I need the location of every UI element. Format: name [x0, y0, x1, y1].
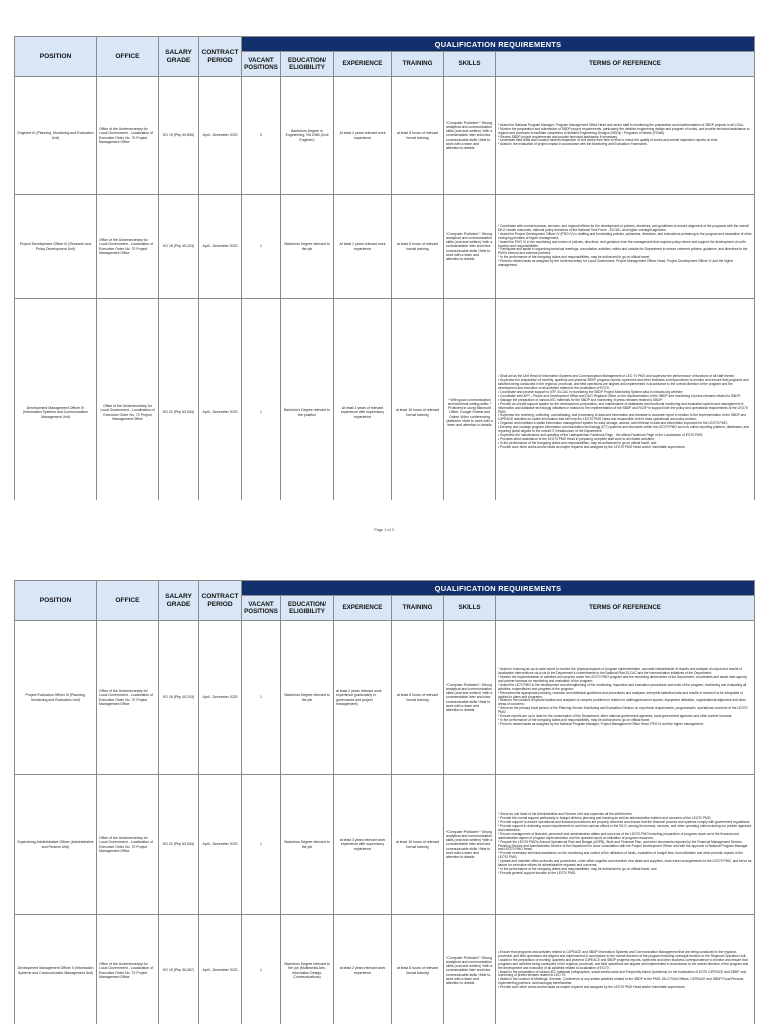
header-office: OFFICE — [97, 37, 159, 77]
cell-salary-grade: SG 22 (Php 63,063) — [159, 299, 199, 501]
cell-vacant-positions: 1 — [242, 915, 281, 1024]
header-terms-of-reference: TERMS OF REFERENCE — [496, 52, 755, 77]
cell-position: Project Evaluation Officer III (Planning, Monitoring and Evaluation Unit) — [15, 621, 97, 775]
header-vacant-positions: VACANT POSITIONS — [242, 52, 281, 77]
cell-office: Office of the Undersecretary for Local Government - Localization of Executive Order No. 70 Project Management Office — [97, 915, 159, 1024]
cell-office: Office of the Undersecretary for Local Government - Localization of Executive Order No. 70 Project Management Office — [97, 299, 159, 501]
cell-skills: *Computer Proficient * Strong analytical and communication skills (oral and written) *with a commendable inter and intra communicable skills *Able to work with a team and attention to details — [444, 775, 496, 915]
header-training: TRAINING — [392, 596, 444, 621]
cell-education: Bachelors Degree relevant to the job — [281, 775, 334, 915]
header-terms-of-reference: TERMS OF REFERENCE — [496, 596, 755, 621]
cell-training: at least 8 hours of relevant formal training — [392, 915, 444, 1024]
cell-salary-grade: SG 19 (Php 49,835) — [159, 77, 199, 195]
cell-terms-of-reference: • Shall act as the Unit Head of Information Systems and Communication Management of LEO 70 PMO and supervise the performance of functions of all staff therein; • Supervise the preparation of monthly, quarterly and yearend SBDP progress reports, speeches and other business correspondence to monitor and ensure that programs and activities being conducted in the regional, provincial, and field operations are aligned and implemented in accordance to the overall direction of the program and the development and execution of all activities related to the localization of EO70; • Coordinate and provide support to NTF-ELCAC in monitoring the SBDP Project Monitoring System data in infocast.org website; • Coordinate with AFP – Peace and Development Office and DILG Regional Office on the implementation of the SBDP and monitoring of press releases related to SBDP; • Manage the preparation of various IEC materials for the SBDP and monitoring of press releases related to SBDP; • Provide an overall support system for the development, preparation, and maintenance of databases and functional monitoring and evaluation system and management of information and database technology initiatives in relation to the implementation of the SBDP and RCSP in support both the policy and operational requirements of the LEO70 PMO; • Supervise the receiving, collecting, consolidating, and processing of data and information and translate to accurate report in relation to the implementation of the SBDP and C4PEACE activities for useful information that will help the LEO70 PMO Head and responsible Unit to draw operational and policy actions; • Organize and maintain a stable information management system for easy storage, access, and retrieval of data and information important for the LEO70 PMO; • Develop and manage program information communication technology (ICT) systems and structures within the LEO70 PMO such as online reporting platform, databases, and reporting portal aligned to the overall IT infrastructure of the Department; • Supervise the maintenance and updating of the Lakbayanihan Facebook Page - the official Facebook Page of the Localization of EO70 PMO; • Provides direct assistance to the LEO70 PMO Head in preparing complete staff work to all related activities; • In the performance of the foregoing duties and responsibilities, may be authorized to go on official travel; and • Provide such other works and/or tasks as maybe required and assigned by the LEO70 PMO Head and/or immediate supervisors. — [496, 299, 755, 501]
cell-vacant-positions: 3 — [242, 77, 281, 195]
cell-education: Bachelors Degree relevant to the job — [281, 195, 334, 299]
cell-salary-grade: SG 22 (Php 63,063) — [159, 775, 199, 915]
header-experience: EXPERIENCE — [334, 596, 392, 621]
header-education: EDUCATION/ ELIGIBILITY — [281, 596, 334, 621]
cell-salary-grade: SG 18 (Php 45,203) — [159, 621, 199, 775]
cell-terms-of-reference: * Serve as unit head of the Administrative and Finance Unit and supervise all the staff therein; * Provide the overall support particularly in budget delivery planning and tracking as well as administrative matters and concerns of the LEO70 PMO; * Provide support to ensure operational and financial procedures are properly observed and ensure that the financial process and systems comply with government regulations; * Provide support in delivering report requirements to and from various offices in the DILG, among its bureaus, services, and other operating units including our partner agencies and institutions; * Ensure management of financial, personnel and administrative affairs and concerns of the LEO70 PMO including preparation of progress report as to the financial and administrative aspect of program implementation and the updated report on utilization of program resources; * Prepare the LEO70 PMO's Annual Operational Plan and Budget (AOPB), Work and Financial Plan, and other documents required by the Financial Management Service, Planning Service and Administrative Service of the Department in close consultation with the Project Development Officer and with the approval of National Program Manager and LEO70 PMO Head; * Provide necessary technical assistance on the monitoring and control of the utilization of funds, evaluation of budget flow, fund utilization and other periodic reports of the LEO70 PMO; * Update and maintain office protocols and procedures, order office supplies and research new deals and suppliers, book travel arrangements for the LEO70 PMO, and serve as liaison for executive offices for administrative requests and concerns; * In the performance of the foregoing duties and responsibilities, may be authorized to go on official travel; and * Provide general support function to the LEO70 PMO. — [496, 775, 755, 915]
header-contract-period: CONTRACT PERIOD — [199, 581, 242, 621]
table-row — [15, 77, 755, 195]
cell-office: Office of the Undersecretary for Local Government - Localization of Executive Order No. 70 Project Management Office — [97, 775, 159, 915]
page-footer — [0, 500, 768, 560]
cell-skills: *Computer Proficient * Strong analytical and communication skills (oral and written) *with a commendable inter and intra communicable skills *Able to work with a team and attention to details — [444, 915, 496, 1024]
cell-contract-period: April - December 2023 — [199, 195, 242, 299]
header-qualification-requirements: QUALIFICATION REQUIREMENTS — [242, 581, 755, 596]
cell-skills: *Computer Proficient * Strong analytical and communication skills (oral and written) *with a commendable inter and intra communicable skills *Able to work with a team and attention to details — [444, 195, 496, 299]
header-position: POSITION — [15, 37, 97, 77]
header-office: OFFICE — [97, 581, 159, 621]
table-row — [15, 621, 755, 775]
cell-position: Development Management Officer IV (Information Systems and Communication Management Unit) — [15, 299, 97, 501]
header-salary-grade: SALARY GRADE — [159, 37, 199, 77]
cell-education: Bachelors Degree relevant to the job (Multimedia Arts, Information Design, Communications) — [281, 915, 334, 1024]
table-row — [15, 775, 755, 915]
cell-experience: At least 3 years of relevant experience with supervisory experience — [334, 299, 392, 501]
cell-experience: at least 2 years relevant work experience (particularly in governance and project management) — [334, 621, 392, 775]
cell-contract-period: April - December 2023 — [199, 775, 242, 915]
cell-position: Development Management Officer II (Information Systems and Communication Management Unit) — [15, 915, 97, 1024]
cell-position: Project Development Officer III (Research and Policy Development Unit) — [15, 195, 97, 299]
cell-contract-period: April - December 2023 — [199, 621, 242, 775]
header-vacant-positions: VACANT POSITIONS — [242, 596, 281, 621]
table-row — [15, 299, 755, 501]
cell-office: Office of the Undersecretary for Local Government - Localization of Executive Order No. 70 Project Management Office — [97, 621, 159, 775]
cell-education: Bachelors Degree in Engineering, RA 1080 (Civil Engineer) — [281, 77, 334, 195]
table-row — [15, 195, 755, 299]
header-skills: SKILLS — [444, 596, 496, 621]
header-qualification-requirements: QUALIFICATION REQUIREMENTS — [242, 37, 755, 52]
table-row — [15, 915, 755, 1024]
cell-terms-of-reference: * Assist the National Program Manager, Program Management Office Head and senior staff in monitoring the preparation and implementation of SBDP projects in all LGUs. * Monitor the preparation and submission of SBDP project requirements, particularly the detailed engineering design and program of works, and provide technical assistance to regions and provinces to facilitate completion of detailed Engineering Designs (DEDs) / Programs of Works (POWs). * Review SBDP project requirements and provide technical assistance if necessary. * Undertake field visits and conduct random inspection of civil works from time to time to check the quality of works and submit inspection reports on time. * Assist in the evaluation of project impact in accordance with the Monitoring and Evaluation Framework. — [496, 77, 755, 195]
cell-vacant-positions: 1 — [242, 299, 281, 501]
cell-position: Engineer III (Planning, Monitoring and Evaluation Unit) — [15, 77, 97, 195]
cell-salary-grade: SG 18 (Php 45,203) — [159, 195, 199, 299]
header-contract-period: CONTRACT PERIOD — [199, 37, 242, 77]
header-experience: EXPERIENCE — [334, 52, 392, 77]
cell-education: Bachelor's Degree relevant to the position — [281, 299, 334, 501]
cell-contract-period: April - December 2023 — [199, 77, 242, 195]
qualification-table-page-1 — [14, 36, 755, 500]
cell-skills: *Computer Proficient * Strong analytical and communication skills (oral and written) *with a commendable inter and intra communicable skills *Able to work with a team and attention to details — [444, 77, 496, 195]
cell-experience: at least 2 years relevant work experience — [334, 915, 392, 1024]
cell-vacant-positions: 1 — [242, 195, 281, 299]
cell-training: at least 8 hours of relevant formal training — [392, 195, 444, 299]
document-page-2 — [0, 560, 768, 1024]
cell-experience: At least 2 years relevant work experience — [334, 195, 392, 299]
header-salary-grade: SALARY GRADE — [159, 581, 199, 621]
header-training: TRAINING — [392, 52, 444, 77]
cell-salary-grade: SG 15 (Php 36,087) — [159, 915, 199, 1024]
cell-training: at least 16 hours of relevant formal training — [392, 299, 444, 501]
cell-skills: * With good communication and technical writing skills; * Proficient in using Microsoft Office, Google Sheets and Online Video conferencing platforms *Able to work with a team and attention to details — [444, 299, 496, 501]
cell-training: at least 8 hours of relevant formal training — [392, 621, 444, 775]
header-education: EDUCATION/ ELIGIBILITY — [281, 52, 334, 77]
cell-vacant-positions: 1 — [242, 621, 281, 775]
header-skills: SKILLS — [444, 52, 496, 77]
document-page-1 — [0, 0, 768, 500]
cell-office: Office of the Undersecretary for Local Government - Localization of Executive Order No. 70 Project Management Office — [97, 77, 159, 195]
cell-contract-period: April - December 2023 — [199, 915, 242, 1024]
cell-vacant-positions: 1 — [242, 775, 281, 915]
cell-skills: *Computer Proficient * Strong analytical and communication skills (oral and written) *with a commendable inter and intra communicable skills *Able to work with a team and attention to details — [444, 621, 496, 775]
cell-education: Bachelors Degree relevant to the job — [281, 621, 334, 775]
header-position: POSITION — [15, 581, 97, 621]
cell-office: Office of the Undersecretary for Local Government - Localization of Executive Order No. 70 Project Management Office — [97, 195, 159, 299]
cell-experience: At least 2 years relevant work experience — [334, 77, 392, 195]
cell-training: at least 16 hours of relevant formal training — [392, 775, 444, 915]
page-number: Page 1 of 3 — [374, 528, 394, 532]
cell-terms-of-reference: * Assist in ensuring an up-to-date report to monitor the physical aspects of program implementation, accurate interpretation of reports and analysis of output and results of localization interventions vis-à-vis to the Department's commitments to the National Plan-ELCAC and the harmonization initiatives of the Department; * Monitor the implementation of activities and projects under the LEO70 PMO program and the remaining deliverables of the Department; coordinates and assist inter-agency and partner bureaus on monitoring and evaluation of the program; * Assist the LE70 PMO in the development and strengthening of the monitoring, inspection and evaluation procedures and tools of the program; monitoring and evaluating all activities, expenditures and progress of the program; * Recommends appropriate planning, research and statistical guidelines and procedures and analyses, interprets statistical data and results of research to be integrated or applied to plans and programs; * Assist in the conduct of special studies and analyses of complex problems in relation to staffing/personnel spaces, equipment utilization, organizational alignment and other areas of concerns; * Serve as the primary focal person of the Planning Service Monitoring and Evaluation Division on reportorial requirements, programmatic, operational concerns of the LEO70 PMO; * Ensure reports are up to date for the consumption of the Department, other national government agencies, local government agencies and other partner bureaus; * In the performance of the foregoing duties and responsibilities, may be authorized to go on official travel; * Perform related tasks as assigned by the National Program Manager, Project Management Office Head, PEO IV and the higher management. — [496, 621, 755, 775]
cell-position: Supervising Administrative Officer (Administrative and Finance Unit) — [15, 775, 97, 915]
cell-terms-of-reference: • Ensure that programs and activities related to C4PEACE and SBDP Information Systems and Communication Management that are being conducted in the regional, provincial, and field operations are aligned and implemented in accordance to the overall direction of the program including oversight function to the Regional Operation Unit; • Assist in the preparation of monthly, quarterly and yearend C4PEACE and SBDP progress reports, speeches and other business correspondence to monitor and ensure that programs and activities being conducted in the regional, provincial, and field operations are aligned and implemented in accordance to the overall direction of the program and the development and execution of all activities related to localization of EO70; • Assist in the preparation of various IEC materials (infographics, social media cards and Frequently Asked Questions) for the localization of EO70 C4PEACE and SBDP, and monitoring of press releases related to LEO 70; • Assist in the conduct of Meetings, Seminar, Conference or any similar activities related to the SBDP to the PMO, DILG Field Offices, C4PEACE and SBDP Focal Persons, Implementing partners, and barangay beneficiaries; • Provide such other works and/or tasks as maybe required and assigned by the LEO70 PMO Head and/or immediate supervisors. — [496, 915, 755, 1024]
cell-terms-of-reference: * Coordinate with central bureaus, services, and regional offices for the development of policies, directives, and guidelines to ensure alignment of the programs with the overall DILG results outcomes, national policy directives of the National Task Force - ELCAC, and higher oversight agencies. * Assist the Project Development Officer IV (PDO IV) in drafting and formulating policies, advisories, directives, and instructions pertaining to the program and translation of other emerging priorities of higher management. * Assist the PDO IV in the monitoring and review of policies, directives, and guidance from the management that requires policy reform and support the development of unit's function and responsibilities. * Participate and assist in organizing technical meetings, consultation activities, within and outside the Department to ensure coherent policies, guidance, and directives to the PMOs internal and external partners. * In the performance of the foregoing duties and responsibilities, may be authorized to go on official travel. * Perform related tasks as assigned by the Undersecretary for Local Government, Project Management Officer Head, Project Development Officer IV and the higher management. — [496, 195, 755, 299]
cell-training: at least 8 hours of relevant formal training — [392, 77, 444, 195]
qualification-table-page-2 — [14, 580, 755, 1024]
cell-contract-period: April - December 2023 — [199, 299, 242, 501]
cell-experience: at least 3 years relevant work experience with supervisory experience — [334, 775, 392, 915]
